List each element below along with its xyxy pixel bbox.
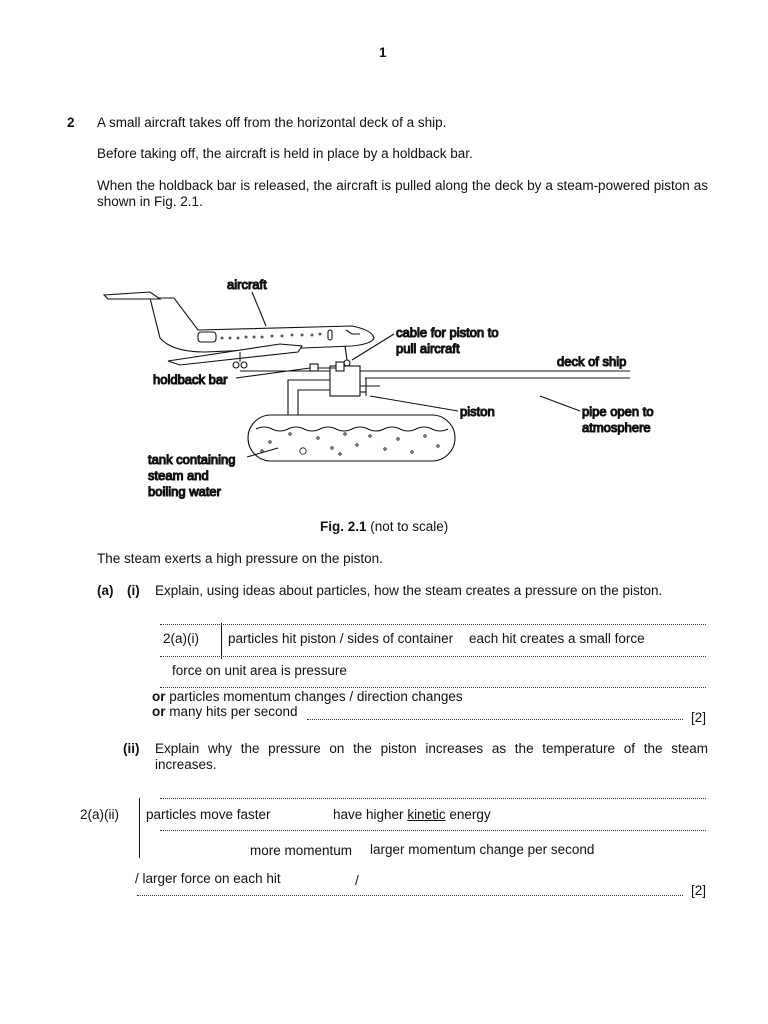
answer-2aii-slash: / (355, 873, 359, 888)
label-deck: deck of ship (557, 354, 627, 369)
answer-line (160, 656, 706, 657)
label-aircraft: aircraft (227, 277, 267, 292)
aircraft-drawing (104, 292, 374, 368)
label-tank-1: tank containing (148, 452, 236, 467)
label-pipe-1: pipe open to (582, 404, 654, 419)
page-number: 1 (379, 45, 387, 60)
answer-2ai-4 (152, 689, 463, 704)
steam-intro: The steam exerts a high pressure on the piston. (97, 551, 383, 566)
label-cable-1: cable for piston to (396, 325, 499, 340)
answer-2aii-5: / larger force on each hit (135, 871, 281, 886)
caption-rest: (not to scale) (366, 519, 449, 534)
answer-2aii-2 (333, 807, 491, 822)
part-a-ii-question: Explain why the pressure on the piston increases as the temperature of the steam increases. (155, 741, 708, 772)
marks-2ai: [2] (691, 710, 707, 725)
answer-2ai-2: each hit creates a small force (469, 631, 645, 646)
answer-2ai-5 (152, 704, 298, 719)
answer-line (137, 895, 683, 896)
or-word: or (152, 704, 166, 719)
answer-divider (139, 798, 140, 858)
part-a-i-label: (i) (127, 583, 140, 598)
or-word: or (152, 689, 166, 704)
question-number: 2 (67, 115, 75, 130)
answer-2ai-3: force on unit area is pressure (172, 663, 347, 678)
answer-2aii-2-pre: have higher (333, 807, 408, 822)
answer-2aii-4: larger momentum change per second (370, 842, 595, 857)
mark-ref-2ai: 2(a)(i) (163, 631, 199, 646)
answer-2ai-5-text: many hits per second (165, 704, 298, 719)
answer-line (160, 687, 706, 688)
answer-line (160, 830, 706, 831)
answer-2aii-2-post: energy (445, 807, 491, 822)
part-a-i-question: Explain, using ideas about particles, how the steam creates a pressure on the piston. (155, 583, 663, 598)
caption-bold: Fig. 2.1 (320, 519, 367, 534)
figure-2-1 (0, 268, 768, 528)
answer-2aii-3: more momentum (250, 843, 353, 858)
answer-2aii-1: particles move faster (146, 807, 271, 822)
label-pipe-2: atmosphere (582, 420, 651, 435)
answer-line (307, 719, 683, 720)
question-line-2: Before taking off, the aircraft is held in place by a holdback bar. (97, 146, 473, 161)
label-holdback: holdback bar (153, 372, 228, 387)
part-a-label: (a) (97, 583, 114, 598)
marks-2aii: [2] (691, 883, 707, 898)
answer-2ai-4-text: particles momentum changes / direction changes (165, 689, 463, 704)
steam-tank (248, 415, 455, 461)
answer-2ai-1: particles hit piston / sides of container (228, 631, 454, 646)
label-tank-2: steam and (148, 468, 209, 483)
answer-divider (221, 623, 222, 659)
answer-2aii-2-underlined: kinetic (407, 807, 446, 822)
figure-caption (320, 519, 448, 534)
question-line-1: A small aircraft takes off from the horizontal deck of a ship. (97, 115, 447, 130)
label-piston: piston (460, 404, 495, 419)
mark-ref-2aii: 2(a)(ii) (80, 807, 119, 822)
label-cable-2: pull aircraft (396, 341, 460, 356)
answer-line (160, 798, 706, 799)
answer-line (160, 624, 706, 625)
question-line-3: When the holdback bar is released, the aircraft is pulled along the deck by a steam-powered piston as shown in Fig. 2.1. (97, 178, 708, 209)
label-tank-3: boiling water (148, 484, 221, 499)
part-a-ii-label: (ii) (123, 741, 140, 756)
